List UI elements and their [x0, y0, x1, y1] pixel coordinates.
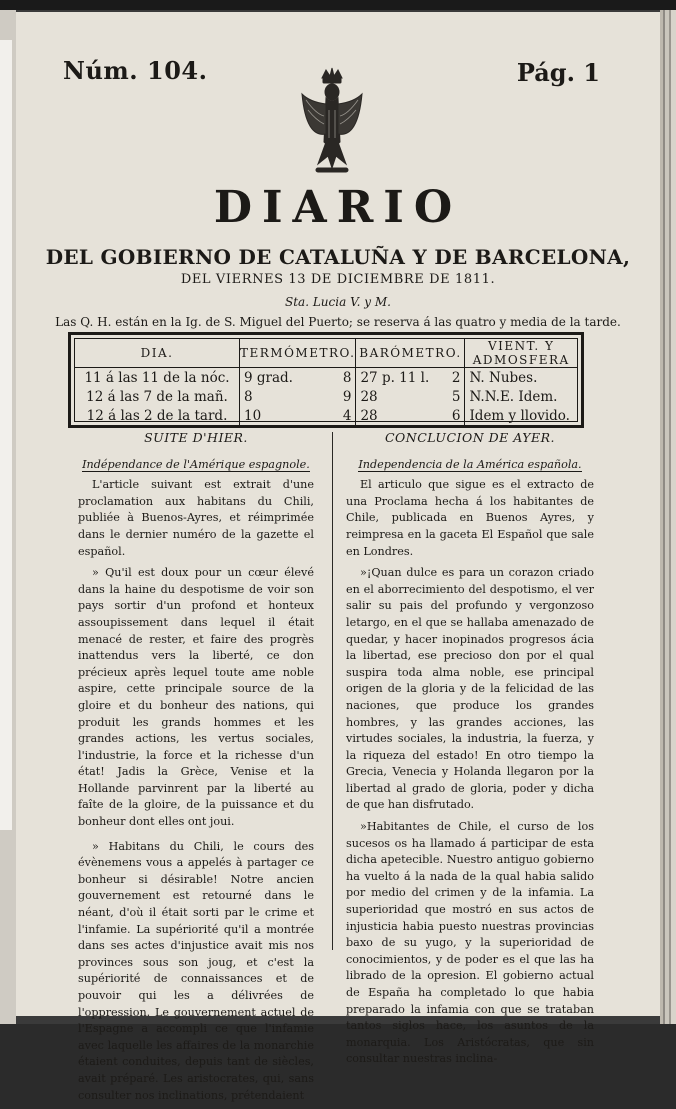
cell-day: 12 á las 7 de la mañ.: [75, 387, 240, 406]
article-title: [78, 457, 314, 474]
column-header-day: DIA.: [75, 339, 240, 368]
cell-baro: 27 p. 11 l.: [360, 369, 430, 386]
paragraph: »Habitantes de Chile, el curso de los sucesos os ha llamado á participar de esta dicha apetecible. Nuestro antiguo gobierno ha vuelto á la nada de la qual habia salido por medio del crimen y de la infamia. La superioridad que mostró en sus actos de injusticia habia puesto nuestras provincias baxo de su yugo, y la superioridad de conocimientos, y de poder es el que las ha librado de la opresion. El gobierno actual de España ha completado lo que habia preparado la infamia con que se trataban tantos siglos hace, los asuntos de la monarquia. Los Aristócratas, que sin consultar nuestras inclina-: [346, 820, 594, 1066]
church-notice: Las Q. H. están en la Ig. de S. Miguel del Puerto; se reserva á las quatro y media de la tarde.: [55, 315, 621, 329]
paragraph: »¡Quan dulce es para un corazon criado en el aborrecimiento del despotismo, el ver salir su pais del profundo y vergonzoso letargo, en el que se hallaba amenazado de quedar, y hacer inopinados progresos ácia la libertad, ese precioso don por el qual suspira toda alma noble, ese principal origen de la gloria y de la felicidad de las naciones, que produce los grandes hombres, y las grandes acciones, las virtudes sociales, la industria, la fuerza, y la riqueza del estado! En otro tiempo la Grecia, Venecia y Holanda llegaron por la libertad al grado de gloria, poder y dicha de que han disfrutado.: [346, 566, 594, 812]
cell-temp: 9 grad.: [244, 369, 293, 386]
cell-temp-fraction: 8: [342, 369, 352, 386]
article-title: [346, 457, 594, 474]
cell-temp-fraction: 9: [342, 388, 352, 405]
paragraph: L'article suivant est extrait d'une proclamation aux habitans du Chili, publiée à Buenos-Ayres, et réimprimée dans le dernier numéro de la gazette el español.: [78, 478, 314, 558]
paragraph: » Qu'il est doux pour un cœur élevé dans la haine du despotisme de voir son pays sortir d'un profond et honteux assoupissement dans lequel il était menacé de rester, et faire des progrès inattendus vers la liberté, ce don précieux après lequel toute ame noble aspire, cette principale source de la gloire et du bonheur des nations, qui produit les grands hommes et les grandes actions, les vertus sociales, l'industrie, la force et la richesse d'un état! Jadis la Grèce, Venise et la Hollande parvinrent par la liberté au faîte de la gloire, de la puissance et du bonheur dont elles ont joui.: [78, 566, 314, 829]
crowned-eagle-icon: [296, 64, 368, 184]
table-row: [75, 406, 577, 425]
saint-of-day: Sta. Lucia V. y M.: [285, 295, 391, 309]
cell-temp: 8: [244, 388, 253, 405]
newspaper-subtitle: DEL GOBIERNO DE CATALUÑA Y DE BARCELONA,: [45, 245, 631, 269]
column-header-wind: VIENT. Y ADMOSFERA: [465, 339, 577, 368]
cell-baro-fraction: 2: [451, 369, 461, 386]
issue-number: Núm. 104.: [63, 56, 208, 85]
cell-wind: N.N.E. Idem.: [469, 388, 558, 405]
issue-date: DEL VIERNES 13 DE DICIEMBRE DE 1811.: [180, 272, 496, 287]
cell-baro: 28: [360, 407, 378, 424]
cell-baro-fraction: 6: [451, 407, 461, 424]
spanish-column: [346, 430, 594, 1073]
column-divider: [332, 432, 333, 950]
paragraph: El articulo que sigue es el extracto de una Proclama hecha á los habitantes de Chile, publicada en Buenos Ayres, y reimpresa en la gaceta El Español que sale en Londres.: [346, 478, 594, 558]
viewer-top-bar: [0, 0, 676, 10]
cell-wind: Idem y llovido.: [469, 407, 570, 424]
newspaper-page: [16, 12, 660, 1102]
column-header-thermometer: TERMÓMETRO.: [240, 339, 356, 368]
column-header-barometer: BARÓMETRO.: [356, 339, 465, 368]
newspaper-title: DIARIO: [213, 182, 463, 233]
table-row: [75, 387, 577, 406]
article-title-text: Independencia de la América española.: [358, 457, 582, 471]
cell-day: 11 á las 11 de la nóc.: [75, 368, 240, 388]
previous-page-edge: [0, 40, 12, 830]
cell-temp: 10: [244, 407, 262, 424]
french-column: [78, 430, 314, 1109]
weather-table: [68, 332, 584, 428]
cell-day: 12 á las 2 de la tard.: [75, 406, 240, 425]
cell-baro: 28: [360, 388, 378, 405]
section-heading: SUITE D'HIER.: [144, 430, 248, 445]
article-title-text: Indépendance de l'Amérique espagnole.: [82, 457, 310, 471]
cell-wind: N. Nubes.: [469, 369, 538, 386]
page-number: Pág. 1: [516, 58, 600, 87]
section-heading: CONCLUCION DE AYER.: [384, 430, 556, 445]
weather-header-row: [75, 339, 577, 368]
cell-baro-fraction: 5: [451, 388, 461, 405]
cell-temp-fraction: 4: [342, 407, 352, 424]
table-row: [75, 368, 577, 388]
page-stack-edge: [660, 10, 676, 1024]
paragraph: » Habitans du Chili, le cours des évènemens vous a appelés à partager ce bonheur si désirable! Notre ancien gouvernement est retourné dans le néant, d'où il était sorti par le crime et l'infamie. La supériorité qu'il a montrée dans ses actes d'injustice avait mis nos provinces sous son joug, et c'est la supériorité de connaissances et de pouvoir qui les a délivrées de l'oppression. Le gouvernement actuel de l'Espagne a accompli ce que l'infamie avec laquelle les affaires de la monarchie étaient conduites, depuis tant de siècles, avait préparé. Les aristocrates, qui, sans consulter nos inclinations, prétendaient: [78, 839, 314, 1102]
